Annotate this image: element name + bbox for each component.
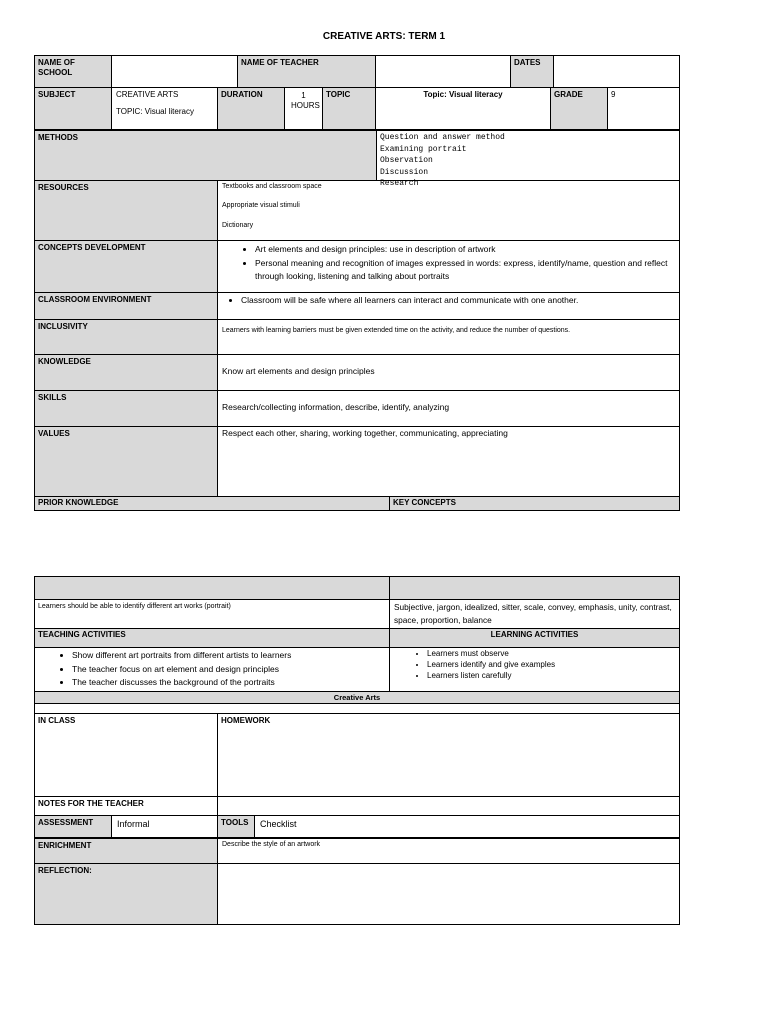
enrichment-label: ENRICHMENT	[34, 838, 218, 864]
teacher-field[interactable]	[375, 55, 511, 88]
environment-item: • Classroom will be safe where all learners can interact and communicate with one another.	[241, 295, 676, 306]
topic-label: TOPIC	[322, 87, 376, 130]
reflection-field[interactable]	[217, 863, 680, 925]
methods-item: Examining portrait	[380, 144, 467, 154]
skills-text: Research/collecting information, describe, identify, analyzing	[217, 390, 680, 427]
creative-arts-band: Creative Arts	[34, 691, 680, 704]
methods-item: Observation	[380, 156, 433, 166]
enrichment-value: Describe the style of an artwork	[217, 838, 680, 864]
values-text: Respect each other, sharing, working together, communicating, appreciating	[217, 426, 680, 497]
skills-label: SKILLS	[34, 390, 218, 427]
concepts-label: CONCEPTS DEVELOPMENT	[34, 240, 218, 293]
blank-header-right	[389, 576, 680, 600]
teacher-label: NAME OF TEACHER	[237, 55, 376, 88]
subject-topic-text: TOPIC: Visual literacy	[116, 106, 194, 116]
duration-label: DURATION	[217, 87, 285, 130]
concepts-list	[217, 240, 680, 293]
methods-item: Discussion	[380, 167, 429, 177]
methods-label: METHODS	[34, 130, 377, 181]
tools-label: TOOLS	[217, 815, 255, 838]
learning-item: • Learners listen carefully	[427, 670, 676, 681]
knowledge-text: Know art elements and design principles	[217, 354, 680, 391]
resources-label: RESOURCES	[34, 180, 218, 241]
in-class-label: IN CLASS	[34, 713, 218, 797]
learning-list	[389, 647, 680, 692]
school-label: NAME OF SCHOOL	[34, 55, 112, 88]
page-title: CREATIVE ARTS: TERM 1	[322, 31, 446, 42]
resources-item: Appropriate visual stimuli	[222, 202, 300, 210]
grade-value: 9	[607, 87, 680, 130]
dates-field[interactable]	[553, 55, 680, 88]
subject-value-text: CREATIVE ARTS	[116, 90, 179, 99]
teaching-item: • The teacher focus on art element and design principles	[72, 663, 386, 677]
teaching-list	[34, 647, 390, 692]
school-field[interactable]	[111, 55, 238, 88]
assessment-value: Informal	[111, 815, 218, 838]
concepts-item: • Personal meaning and recognition of images expressed in words: express, identify/name, question and reflect through looking, listening and talking about portraits	[255, 257, 676, 284]
teaching-item: • Show different art portraits from different artists to learners	[72, 649, 386, 663]
resources-item: Dictionary	[222, 221, 254, 229]
concepts-item: • Art elements and design principles: use in description of artwork	[255, 243, 676, 257]
key-concepts-text: Subjective, jargon, idealized, sitter, scale, convey, emphasis, unity, contrast, space, proportion, balance	[389, 599, 680, 629]
inclusivity-label: INCLUSIVITY	[34, 319, 218, 355]
duration-value: 1 HOURS	[284, 87, 323, 130]
dates-label: DATES	[510, 55, 554, 88]
prior-knowledge-label: PRIOR KNOWLEDGE	[34, 496, 390, 511]
blank-header-left	[34, 576, 390, 600]
environment-list	[217, 292, 680, 320]
inclusivity-text: Learners with learning barriers must be given extended time on the activity, and reduce the number of questions.	[217, 319, 680, 355]
resources-list	[217, 180, 680, 241]
subject-label: SUBJECT	[34, 87, 112, 130]
environment-label: CLASSROOM ENVIRONMENT	[34, 292, 218, 320]
homework-label: HOMEWORK	[217, 713, 680, 797]
prior-knowledge-text: Learners should be able to identify different art works (portrait)	[34, 599, 390, 629]
learning-item: • Learners must observe	[427, 648, 676, 659]
notes-field[interactable]	[217, 796, 680, 816]
tools-value: Checklist	[254, 815, 680, 838]
teaching-label: TEACHING ACTIVITIES	[34, 628, 390, 648]
notes-label: NOTES FOR THE TEACHER	[34, 796, 218, 816]
methods-list	[376, 130, 680, 189]
learning-item: • Learners identify and give examples	[427, 659, 676, 670]
learning-label: LEARNING ACTIVITIES	[389, 628, 680, 648]
grade-label: GRADE	[550, 87, 608, 130]
subject-value	[111, 87, 218, 130]
resources-item: Textbooks and classroom space	[222, 183, 322, 190]
reflection-label: REFLECTION:	[34, 863, 218, 925]
methods-item: Research	[380, 179, 419, 189]
values-label: VALUES	[34, 426, 218, 497]
teaching-item: • The teacher discusses the background of the portraits	[72, 676, 386, 690]
key-concepts-label: KEY CONCEPTS	[389, 496, 680, 511]
methods-item: Question and answer method	[380, 133, 505, 142]
topic-value: Topic: Visual literacy	[375, 87, 551, 130]
knowledge-label: KNOWLEDGE	[34, 354, 218, 391]
assessment-label: ASSESSMENT	[34, 815, 112, 838]
